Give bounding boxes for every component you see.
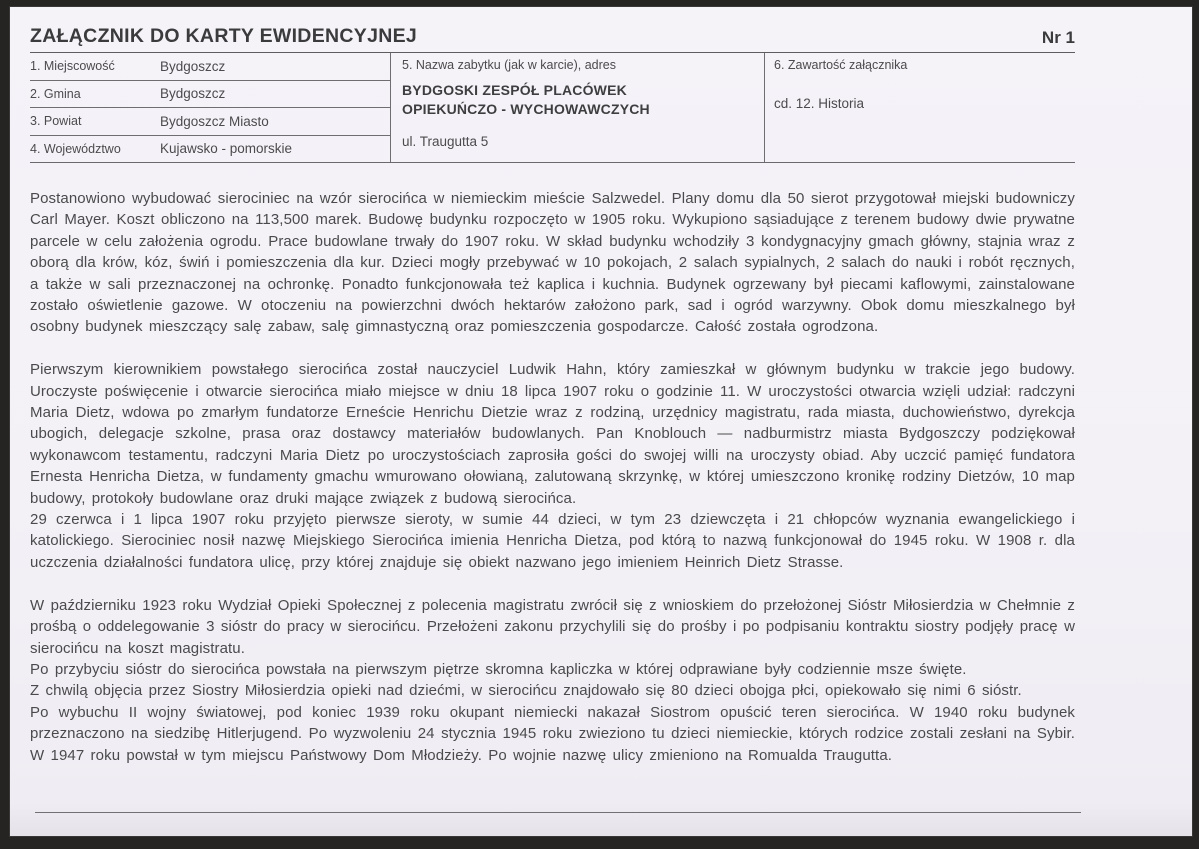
monument-name-line1: BYDGOSKI ZESPÓŁ PLACÓWEK [402,82,627,98]
monument-name [402,81,754,118]
field-row-powiat [30,108,390,136]
body-paragraph: Z chwilą objęcia przez Siostry Miłosierdzia opieki nad dziećmi, w sierocińcu znajdowało się 80 dzieci obojga płci, opiekowało się nimi 6 sióstr. [30,682,1022,700]
location-fields [30,53,390,162]
field-label: 2. Gmina [30,86,81,101]
body-paragraph: Po wybuchu II wojny światowej, pod koniec 1939 roku okupant niemiecki nakazał Siostrom opuścić teren sierocińca. W 1940 roku budynek przeznaczono na siedzibę Hitlerjugend. Po wyzwoleniu 24 stycznia 1945 roku zwieziono tu dzieci niemieckie, których rodzice zostali zesłani na Sybir. W 1947 roku powstał w tym miejscu Państwowy Dom Młodzieży. Po wojnie nazwę ulicy zmieniono na Romualda Traugutta. [30,703,1075,764]
page-title: ZAŁĄCZNIK DO KARTY EWIDENCYJNEJ [30,25,418,47]
document-header [30,6,1075,53]
field-value: Bydgoszcz [160,86,226,102]
history-text [30,188,1075,766]
page-number: Nr 1 [1041,28,1075,47]
body-paragraph: 29 czerwca i 1 lipca 1907 roku przyjęto pierwsze sieroty, w sumie 44 dzieci, w tym 23 dziewczęta i 21 chłopców wyznania ewangelickiego i katolickiego. Sierociniec nosił nazwę Miejskiego Sierocińca imienia Henricha Dietza, pod którą to nazwą funkcjonował do 1945 roku. W 1908 r. dla uczczenia działalności fundatora ulicę, przy której znajduje się obiekt nazwano jego imieniem Heinrich Dietz Strasse. [30,511,1075,571]
monument-name-line2: OPIEKUŃCZO - WYCHOWAWCZYCH [402,100,650,117]
field-value: Bydgoszcz [160,58,226,74]
body-paragraph: W październiku 1923 roku Wydział Opieki Społecznej z polecenia magistratu zwrócił się z wnioskiem do przełożonej Sióstr Miłosierdzia w Chełmnie z prośbą o oddelegowanie 3 sióstr do pracy w sierocińcu. Przełożeni zakonu przychylili się do prośby i po podpisaniu kontraktu siostry podjęły pracę w sierocińcu na koszt magistratu. [30,596,1075,657]
field-value: Bydgoszcz Miasto [160,113,269,129]
body-paragraph: Pierwszym kierownikiem powstałego sierocińca został nauczyciel Ludwik Hahn, który zamieszkał w głównym budynku w trakcie jego budowy. Uroczyste poświęcenie i otwarcie sierocińca miało miejsce w dniu 18 lipca 1907 roku o godzinie 11. W uroczystości otwarcia wzięli udział: radczyni Maria Dietz, wdowa po zmarłym fundatorze Erneście Henrichu Dietzie wraz z rodziną, urzędnicy magistratu, rada miasta, duchowieństwo, dyrekcja ubogich, delegacje szkolne, prasa oraz dostawcy materiałów budowlanych. Pan Knoblouch — nadburmistrz miasta Bydgoszczy podziękował wykonawcom testamentu, radczyni Maria Dietz po uroczystościach zaprosiła gości do swojej willi na uroczysty obiad. Aby uczcić pamięć fundatora Ernesta Henricha Dietza, w fundamenty gmachu wmurowano ołowianą, zalutowaną skrzynkę, w której umieszczono kronikę rodziny Dietzów, 10 map budowy, protokoły budowlane oraz druki mające związek z budową sierocińca. [30,361,1075,507]
field-row-miejscowosc [30,53,390,81]
field-label: 4. Województwo [30,141,121,156]
field-label: 1. Miejscowość [30,59,115,74]
monument-name-cell [390,53,765,162]
field-value: Kujawsko - pomorskie [160,141,293,157]
document-page [9,6,1193,837]
monument-label: 5. Nazwa zabytku (jak w karcie), adres [402,58,616,72]
attachment-label: 6. Zawartość załącznika [774,58,908,72]
footer-rule [35,812,1081,813]
body-paragraph: Po przybyciu sióstr do sierocińca powstała na pierwszym piętrze skromna kapliczka w której odprawiane były codziennie msze święte. [30,660,967,678]
monument-address: ul. Traugutta 5 [402,134,489,149]
field-row-gmina [30,81,390,109]
header-form-table [30,53,1075,163]
field-row-wojewodztwo [30,136,390,163]
body-paragraph: Postanowiono wybudować sierociniec na wzór sierocińca w niemieckim mieście Salzwedel. Plany domu dla 50 sierot przygotował miejski budowniczy Carl Mayer. Koszt obliczono na 113,500 marek. Budowę budynku rozpoczęto w 1905 roku. Wykupiono sąsiadujące z terenem budowy dwie prywatne parcele w celu założenia ogrodu. Prace budowlane trwały do 1907 roku. W skład budynku wchodziły 3 kondygnacyjny gmach główny, stajnia wraz z oborą dla krów, kóz, świń i pomieszczenia dla kur. Dzieci mogły przebywać w 10 pokojach, 2 salach sypialnych, 2 salach do nauki i robót ręcznych, a także w sali przeznaczonej na ochronkę. Ponadto funkcjonowała też kaplica i kuchnia. Budynek ogrzewany był piecami kaflowymi, zainstalowane zostało oświetlenie gazowe. W otoczeniu na powierzchni dwóch hektarów założono park, sad i ogród warzywny. Obok domu mieszkalnego był osobny budynek mieszczący salę zabaw, salę gimnastyczną oraz pomieszczenia gospodarcze. Całość została ogrodzona. [30,190,1075,336]
attachment-value: cd. 12. Historia [774,96,865,111]
field-label: 3. Powiat [30,114,82,129]
attachment-cell [765,53,1075,162]
